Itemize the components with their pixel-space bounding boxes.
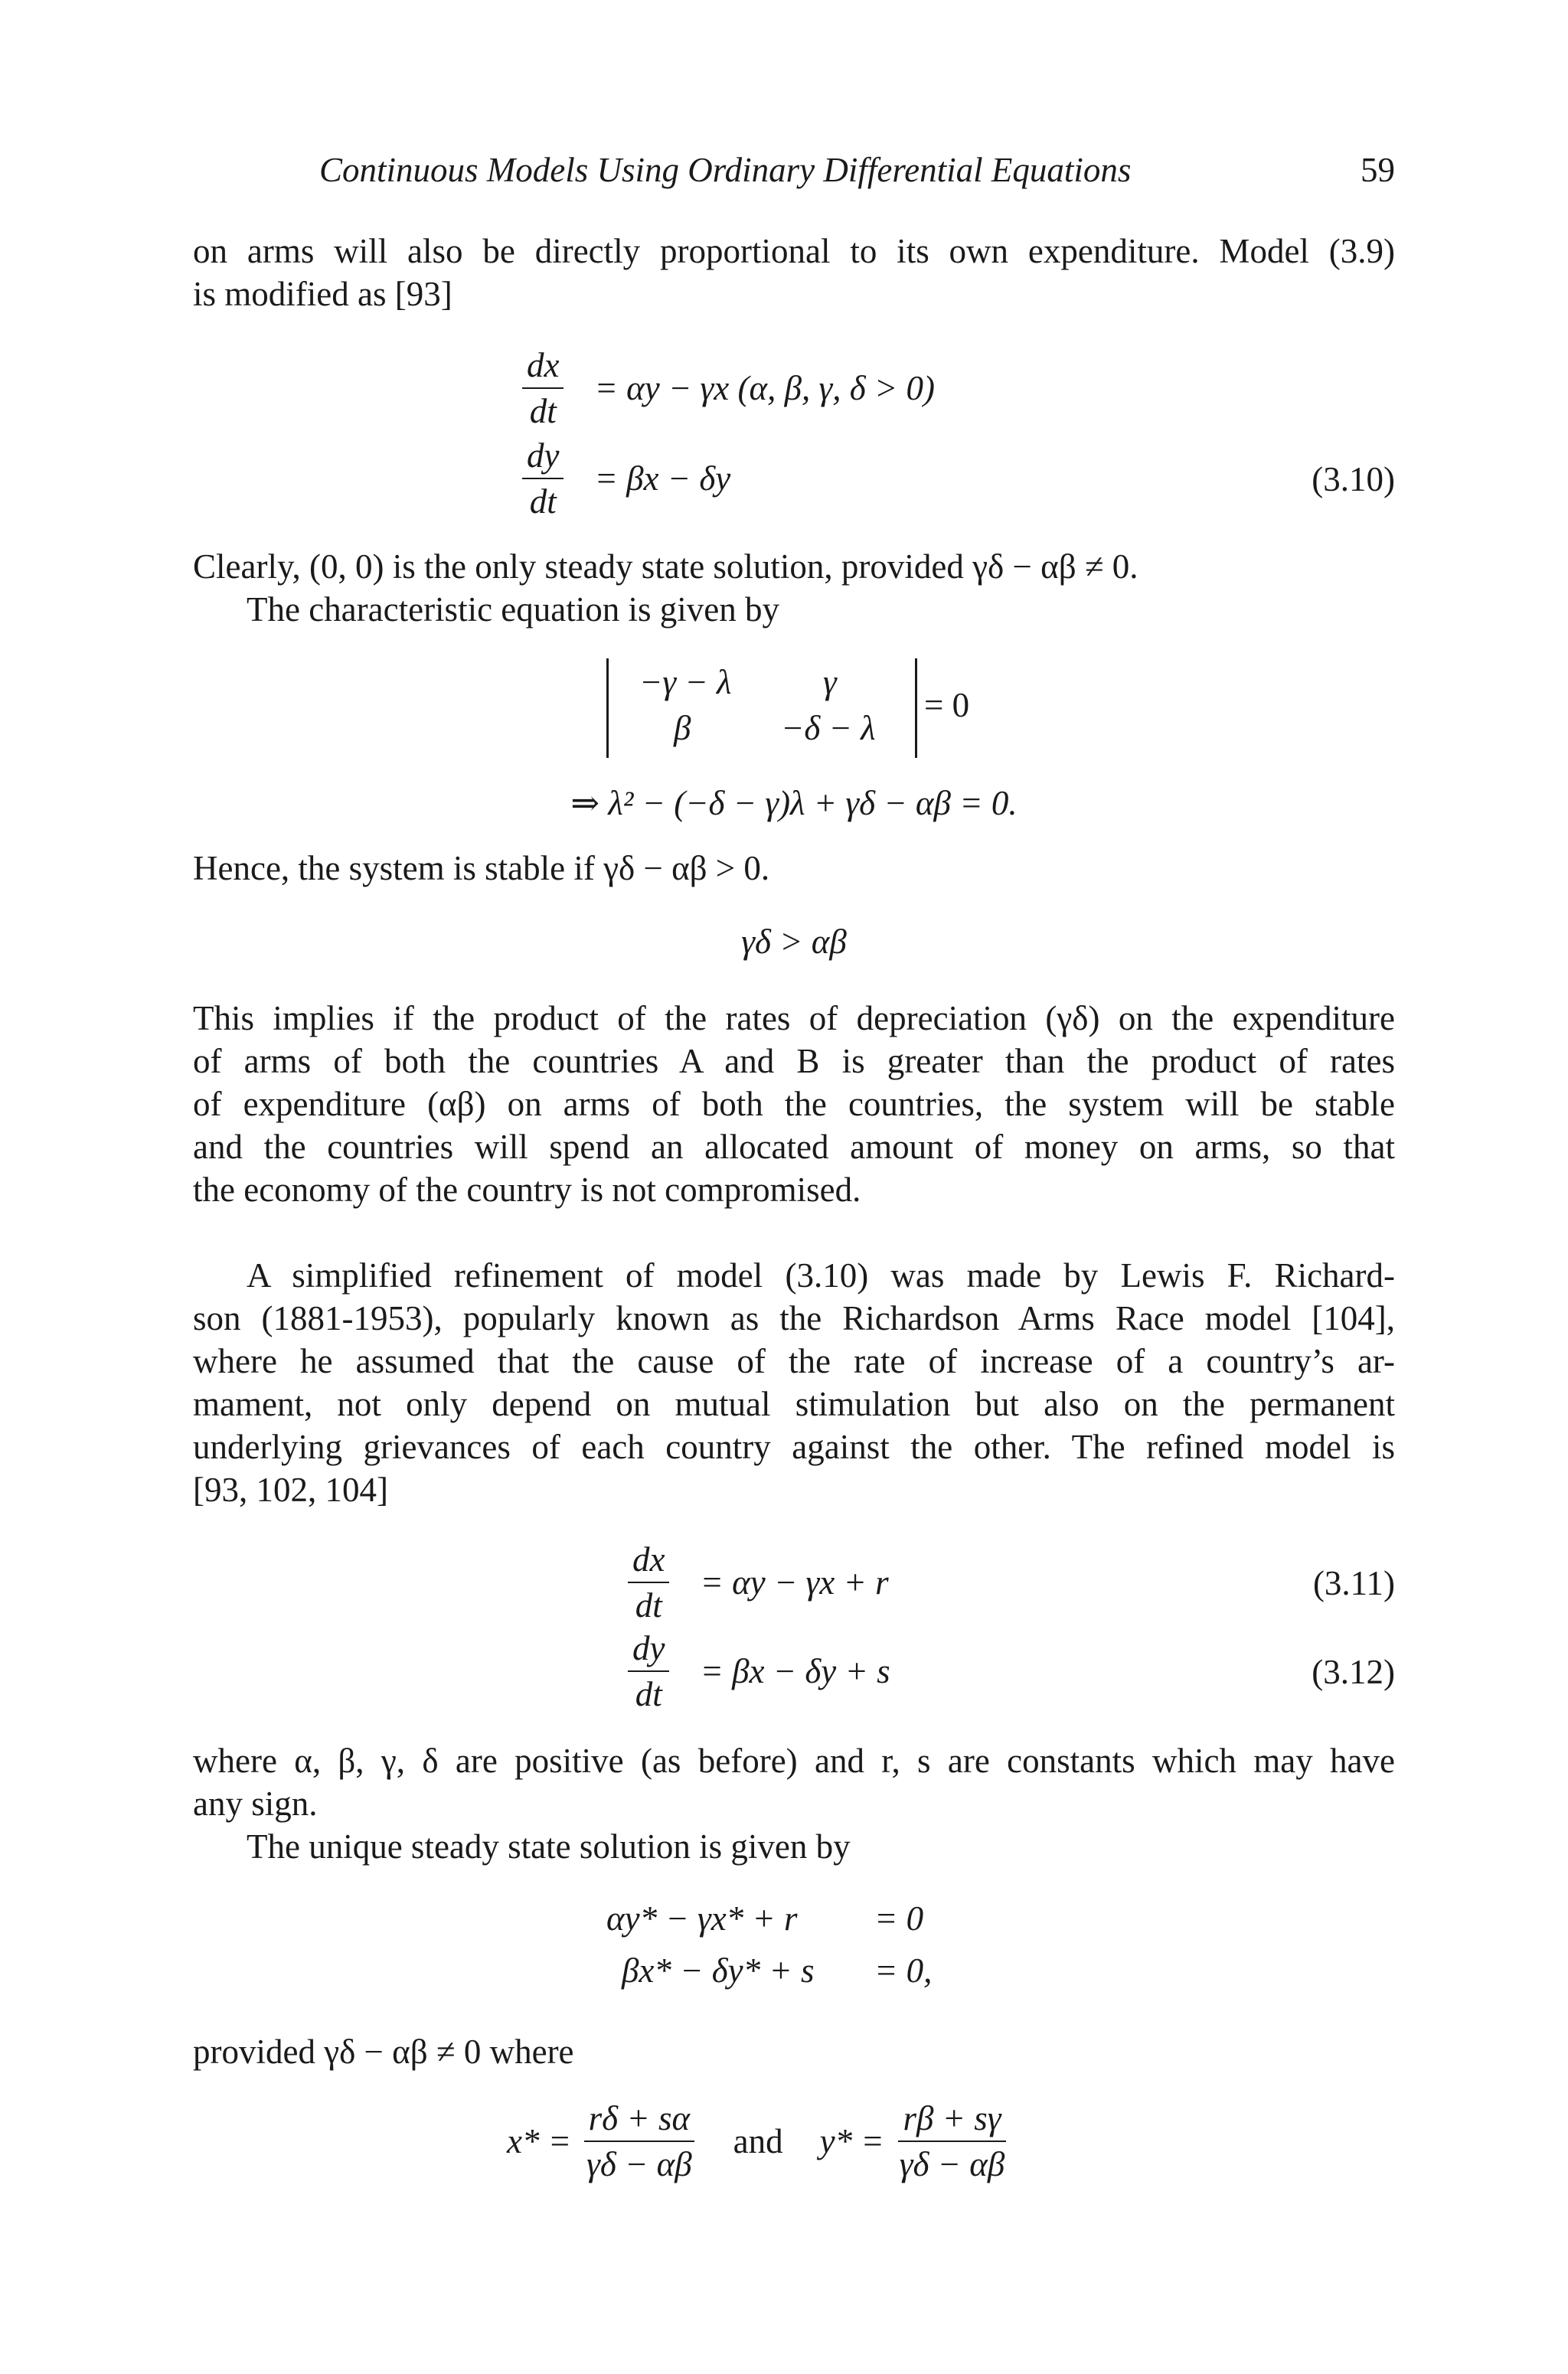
det-a11: −γ − λ: [639, 663, 732, 701]
y-star-fraction: $\frac{r\beta + s\gamma}{\gamma\delta - \alpha\beta}$: [899, 2099, 1005, 2183]
stability-condition: γδ > αβ: [741, 922, 847, 961]
derivative-dy-dt: $\frac{dy}{dt}$: [628, 1629, 669, 1713]
text-line: the economy of the country is not compromised.: [193, 1171, 861, 1209]
text-line: any sign.: [193, 1785, 318, 1823]
text-line: provided γδ − αβ ≠ 0 where: [193, 2033, 574, 2071]
text-line: son (1881-1953), popularly known as the Richardson Arms Race model [104],: [193, 1299, 1395, 1337]
text-line: The unique steady state solution is given by: [247, 1827, 851, 1866]
paragraph-richardson: [193, 1254, 1395, 1511]
equation-3-12: [628, 1629, 890, 1713]
equation-3-10-row-1: [522, 346, 935, 430]
text-line: and the countries will spend an allocated amount of money on arms, so that: [193, 1128, 1395, 1166]
derivative-dx-dt: $\frac{dx}{dt}$: [522, 346, 564, 430]
equation-rhs: = αy − γx (α, β, γ, δ > 0): [594, 369, 936, 407]
equation-rhs: = βx − δy + s: [700, 1652, 890, 1690]
steady-row-2-rhs: = 0,: [874, 1951, 933, 1990]
text-line: Clearly, (0, 0) is the only steady state solution, provided γδ − αβ ≠ 0.: [193, 547, 1138, 586]
text-line: where α, β, γ, δ are positive (as before) and r, s are constants which may have: [193, 1742, 1395, 1780]
derivative-dx-dt: $\frac{dx}{dt}$: [628, 1540, 669, 1625]
paragraph-provided: [193, 2030, 1395, 2073]
running-title: Continuous Models Using Ordinary Differential Equations: [319, 151, 1132, 189]
book-page: [193, 0, 1395, 2374]
det-a21: β: [674, 709, 691, 747]
paragraph-interpretation: [193, 997, 1395, 1211]
x-star-lhs: x* =: [507, 2122, 572, 2160]
steady-row-1-lhs: αy* − γx* + r: [606, 1899, 798, 1938]
text-line: Hence, the system is stable if γδ − αβ > 0.: [193, 849, 770, 887]
derivative-dy-dt: $\frac{dy}{dt}$: [522, 436, 564, 521]
equation-3-10-row-2: [522, 436, 730, 521]
equation-3-11: [628, 1540, 889, 1625]
characteristic-equation: ⇒ λ² − (−δ − γ)λ + γδ − αβ = 0.: [570, 784, 1018, 822]
characteristic-determinant: [606, 658, 917, 758]
det-a12: γ: [823, 663, 837, 701]
paragraph-constants: [193, 1739, 1395, 1868]
paragraph-model-intro: [193, 230, 1395, 315]
text-line: where he assumed that the cause of the rate of increase of a country’s ar-: [193, 1342, 1395, 1380]
steady-row-1-rhs: = 0: [874, 1899, 924, 1938]
text-line: of arms of both the countries A and B is greater than the product of rates: [193, 1042, 1395, 1080]
equation-number-3-10: (3.10): [1312, 460, 1395, 498]
equation-number-3-11: (3.11): [1312, 1564, 1395, 1602]
text-line: on arms will also be directly proportional to its own expenditure. Model (3.9): [193, 232, 1395, 270]
equation-rhs: = βx − δy: [594, 459, 731, 498]
text-line: The characteristic equation is given by: [247, 590, 779, 629]
text-line: [93, 102, 104]: [193, 1471, 388, 1509]
det-rhs: = 0: [924, 686, 970, 724]
and-word: and: [733, 2122, 783, 2160]
text-line: A simplified refinement of model (3.10) was made by Lewis F. Richard-: [247, 1256, 1395, 1295]
text-line: underlying grievances of each country against the other. The refined model is: [193, 1428, 1395, 1466]
det-a22: −δ − λ: [781, 709, 876, 747]
paragraph-stability: [193, 847, 1395, 890]
page-number: 59: [1361, 151, 1395, 189]
steady-state-solution: [507, 2099, 1009, 2183]
x-star-fraction: $\frac{r\delta + s\alpha}{\gamma\delta - \alpha\beta}$: [582, 2099, 697, 2183]
equation-rhs: = αy − γx + r: [700, 1563, 889, 1602]
y-star-lhs: y* =: [819, 2122, 884, 2160]
paragraph-steady-state: [193, 545, 1395, 631]
equation-number-3-12: (3.12): [1312, 1653, 1395, 1691]
text-line: mament, not only depend on mutual stimulation but also on the permanent: [193, 1385, 1395, 1423]
text-line: of expenditure (αβ) on arms of both the countries, the system will be stable: [193, 1085, 1395, 1123]
text-line: is modified as [93]: [193, 275, 452, 313]
steady-row-2-lhs: βx* − δy* + s: [622, 1951, 815, 1990]
text-line: This implies if the product of the rates of depreciation (γδ) on the expenditure: [193, 999, 1395, 1037]
